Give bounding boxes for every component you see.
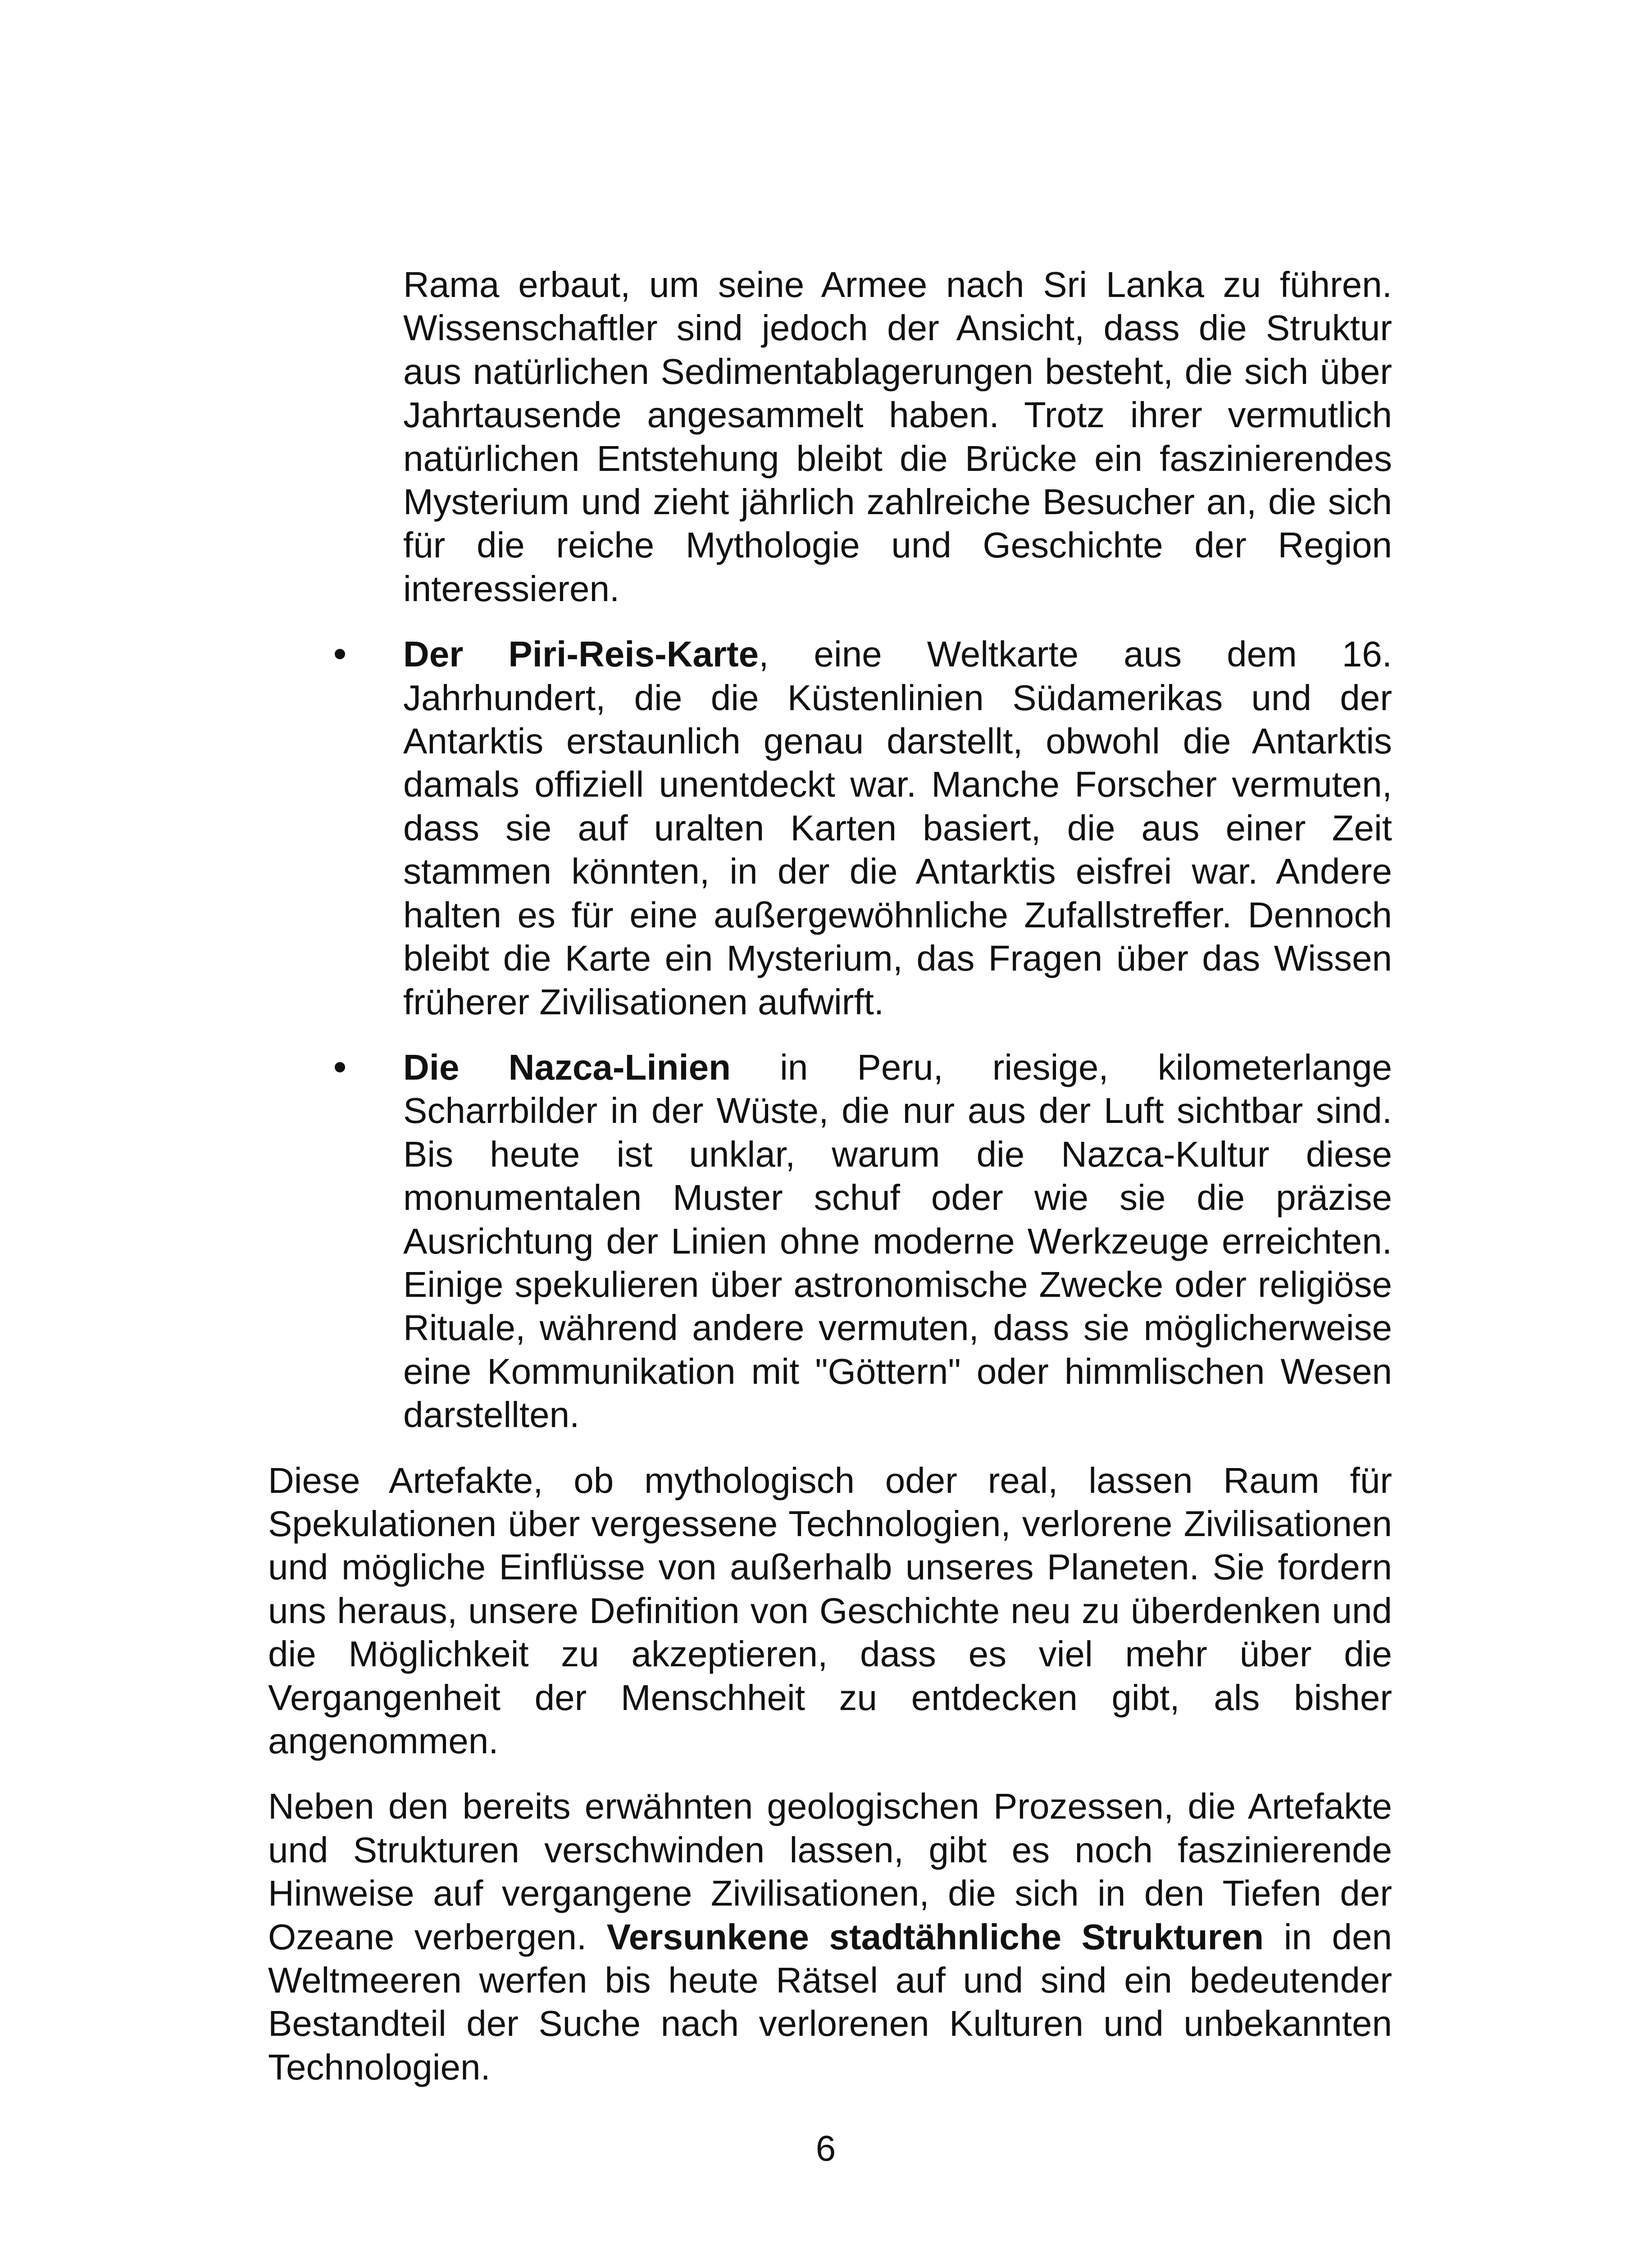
- paragraph-artefacts: [268, 1459, 1392, 1763]
- list-item-text: , eine Weltkarte aus dem 16. Jahrhundert, die die Küstenlinien Südamerikas und der Antarktis erstaunlich genau darstellt, obwohl die Antarktis damals offiziell unentdeckt war. Manche Forscher vermuten, dass sie auf uralten Karten basiert, die aus einer Zeit stammen könnten, in der die Antarktis eisfrei war. Andere halten es für eine außergewöhnliche Zufallstreffer. Dennoch bleibt die Karte ein Mysterium, das Fragen über das Wissen früherer Zivilisationen aufwirft.: [403, 634, 1392, 1022]
- paragraph-bold-term: Versunkene stadtähnliche Strukturen: [606, 1916, 1264, 1957]
- list-item-nazca: [268, 1046, 1392, 1437]
- list-item-continuation-text: Rama erbaut, um seine Armee nach Sri Lanka zu führen. Wissenschaftler sind jedoch der Ansicht, dass die Struktur aus natürlichen Sedimentablagerungen besteht, die sich über Jahrtausende angesammelt haben. Trotz ihrer vermutlich natürlichen Entstehung bleibt die Brücke ein faszinierendes Mysterium und zieht jährlich zahlreiche Besucher an, die sich für die reiche Mythologie und Geschichte der Region interessieren.: [403, 265, 1392, 609]
- paragraph-text: Diese Artefakte, ob mythologisch oder real, lassen Raum für Spekulationen über vergessene Technologien, verlorene Zivilisationen und mögliche Einflüsse von außerhalb unseres Planeten. Sie fordern uns heraus, unsere Definition von Geschichte neu zu überdenken und die Möglichkeit zu akzeptieren, dass es viel mehr über die Vergangenheit der Menschheit zu entdecken gibt, als bisher angenommen.: [268, 1460, 1392, 1761]
- bullet-icon: [335, 649, 345, 659]
- bullet-icon: [335, 1062, 345, 1072]
- list-item-text: in Peru, riesige, kilometerlange Scharrbilder in der Wüste, die nur aus der Luft sichtbar sind. Bis heute ist unklar, warum die Nazca-Kultur diese monumentalen Muster schuf oder wie sie die präzise Ausrichtung der Linien ohne moderne Werkzeuge erreichten. Einige spekulieren über astronomische Zwecke oder religiöse Rituale, während andere vermuten, dass sie möglicherweise eine Kommunikation mit "Göttern" oder himmlischen Wesen darstellten.: [403, 1047, 1392, 1435]
- paragraph-text-after: in den Weltmeeren werfen bis heute Rätsel auf und sind ein bedeutender Bestandteil der Suche nach verlorenen Kulturen und unbekannten Technologien.: [268, 1916, 1393, 2087]
- page-number: 6: [815, 2128, 836, 2168]
- paragraph-text-before: Neben den bereits erwähnten geologischen Prozessen, die Artefakte und Strukturen verschwinden lassen, gibt es noch faszinierende Hinweise auf vergangene Zivilisationen, die sich in den Tiefen der Ozeane verbergen.: [268, 1786, 1392, 1957]
- page-body: [268, 263, 1392, 2111]
- bullet-list: [268, 263, 1392, 1437]
- paragraph-sunken-structures: [268, 1785, 1392, 2089]
- list-item-piri-reis: [268, 633, 1392, 1024]
- list-item-term: Die Nazca-Linien: [403, 1047, 731, 1087]
- list-item-term: Der Piri-Reis-Karte: [403, 634, 759, 675]
- list-item-continuation: [268, 263, 1392, 611]
